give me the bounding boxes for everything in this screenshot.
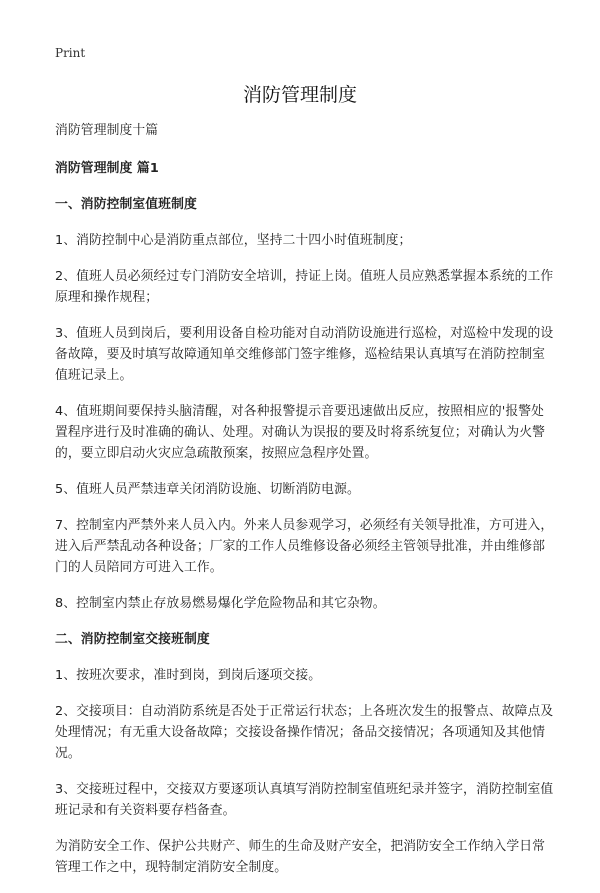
- document-subtitle: 消防管理制度十篇: [55, 123, 159, 138]
- list-item: 3、交接班过程中，交接双方要逐项认真填写消防控制室值班纪录并签字，消防控制室值班记录和有关资料要存档备查。: [55, 782, 554, 818]
- list-item: 7、控制室内严禁外来人员入内。外来人员参观学习，必须经有关领导批准，方可进入，进入后严禁乱动各种设备；厂家的工作人员维修设备必须经主管领导批准，并由维修部门的人员陪同方可进入工作。: [55, 518, 554, 575]
- section-heading: 二、消防控制室交接班制度: [55, 632, 210, 647]
- document-title: 消防管理制度: [242, 84, 357, 106]
- list-item: 3、值班人员到岗后，要利用设备自检功能对自动消防设施进行巡检，对巡检中发现的设备故障，要及时填写故障通知单交维修部门签字维修，巡检结果认真填写在消防控制室值班记录上。: [55, 326, 554, 383]
- list-item: 1、按班次要求，准时到岗，到岗后逐项交接。: [55, 668, 322, 683]
- section-heading: 一、消防控制室值班制度: [55, 197, 197, 212]
- list-item: 2、交接项目：自动消防系统是否处于正常运行状态；上各班次发生的报警点、故障点及处理情况；有无重大设备故障；交接设备操作情况；备品交接情况；各项通知及其他情况。: [55, 704, 554, 761]
- closing-paragraph: 为消防安全工作、保护公共财产、师生的生命及财产安全，把消防安全工作纳入学日常管理工作之中，现特制定消防安全制度。: [55, 839, 546, 875]
- list-item: 2、值班人员必须经过专门消防安全培训，持证上岗。值班人员应熟悉掌握本系统的工作原理和操作规程；: [55, 269, 554, 305]
- part-heading: 消防管理制度 篇1: [55, 161, 159, 176]
- list-item: 1、消防控制中心是消防重点部位，坚持二十四小时值班制度；: [55, 233, 412, 248]
- list-item: 4、值班期间要保持头脑清醒，对各种报警提示音要迅速做出反应，按照相应的'报警处置程序进行及时准确的确认、处理。对确认为误报的要及时将系统复位；对确认为火警的，要立即启动火灾应急疏散预案，按照应急程序处置。: [55, 404, 546, 461]
- document-body: [55, 120, 555, 893]
- list-item: 5、值班人员严禁违章关闭消防设施、切断消防电源。: [55, 482, 360, 497]
- list-item: 8、控制室内禁止存放易燃易爆化学危险物品和其它杂物。: [55, 596, 386, 611]
- print-link[interactable]: Print: [55, 46, 86, 60]
